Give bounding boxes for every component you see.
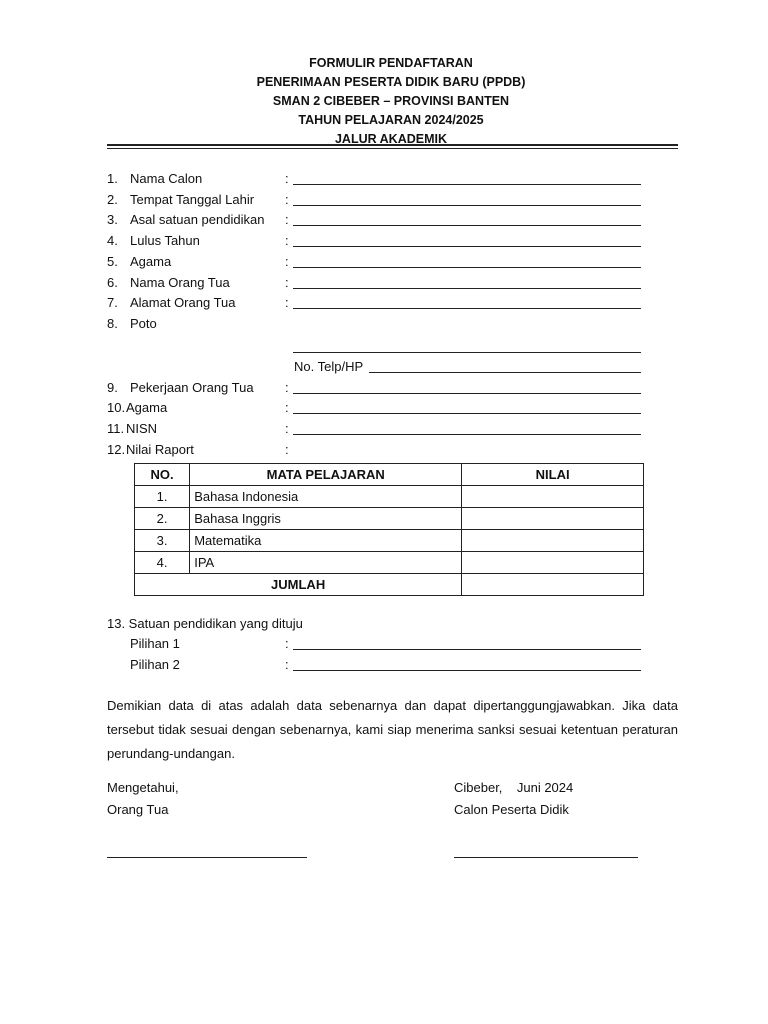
header-rule-thin xyxy=(107,148,678,149)
row-no: 1. xyxy=(135,486,190,508)
field-number: 5. xyxy=(107,254,118,269)
fill-line[interactable] xyxy=(293,398,641,414)
field-colon: : xyxy=(285,400,289,415)
fill-line[interactable] xyxy=(293,655,641,671)
field-colon: : xyxy=(285,233,289,248)
header-track: JALUR AKADEMIK xyxy=(334,132,448,146)
field-label: Nama Orang Tua xyxy=(130,275,230,290)
fill-line[interactable] xyxy=(293,210,641,226)
header-year: TAHUN PELAJARAN 2024/2025 xyxy=(298,113,484,127)
fill-line[interactable] xyxy=(293,419,641,435)
sign-left-line1: Mengetahui, xyxy=(107,780,179,795)
grades-table xyxy=(134,463,644,596)
field-number: 6. xyxy=(107,275,118,290)
form-header xyxy=(0,54,768,149)
row-value-cell[interactable] xyxy=(462,552,644,574)
section-13-title: 13. Satuan pendidikan yang dituju xyxy=(107,616,303,631)
sign-right-line1: Cibeber, Juni 2024 xyxy=(454,780,574,795)
field-number: 4. xyxy=(107,233,118,248)
row-subject: Bahasa Indonesia xyxy=(190,486,462,508)
sign-left-line2: Orang Tua xyxy=(107,802,169,817)
row-subject: Bahasa Inggris xyxy=(190,508,462,530)
sign-right-line2: Calon Peserta Didik xyxy=(454,802,569,817)
header-title: FORMULIR PENDAFTARAN xyxy=(309,56,473,70)
header-no: NO. xyxy=(135,464,190,486)
field-number: 11. xyxy=(107,421,125,436)
fill-line[interactable] xyxy=(293,252,641,268)
fill-line[interactable] xyxy=(293,337,641,353)
row-value-cell[interactable] xyxy=(462,508,644,530)
total-label: JUMLAH xyxy=(135,574,462,596)
field-number: 9. xyxy=(107,380,118,395)
table-total-row xyxy=(135,574,644,596)
row-subject: IPA xyxy=(190,552,462,574)
field-colon: : xyxy=(285,380,289,395)
field-colon: : xyxy=(285,442,289,457)
field-number: 8. xyxy=(107,316,118,331)
table-row xyxy=(135,486,644,508)
header-value: NILAI xyxy=(462,464,644,486)
table-header-row xyxy=(135,464,644,486)
field-colon: : xyxy=(285,212,289,227)
table-row xyxy=(135,552,644,574)
field-label: Poto xyxy=(130,316,157,331)
field-label: Alamat Orang Tua xyxy=(130,295,236,310)
field-label: Lulus Tahun xyxy=(130,233,200,248)
row-value-cell[interactable] xyxy=(462,486,644,508)
header-subtitle: PENERIMAAN PESERTA DIDIK BARU (PPDB) xyxy=(256,75,526,89)
row-no: 4. xyxy=(135,552,190,574)
row-no: 2. xyxy=(135,508,190,530)
header-subject: MATA PELAJARAN xyxy=(190,464,462,486)
field-colon: : xyxy=(285,192,289,207)
choice-2-label: Pilihan 2 xyxy=(130,657,180,672)
field-label: Nama Calon xyxy=(130,171,203,186)
fill-line[interactable] xyxy=(293,273,641,289)
row-no: 3. xyxy=(135,530,190,552)
header-rule-thick xyxy=(107,144,678,146)
fill-line[interactable] xyxy=(293,231,641,247)
field-label: Agama xyxy=(126,400,168,415)
fill-line[interactable] xyxy=(293,190,641,206)
total-value-cell[interactable] xyxy=(462,574,644,596)
fill-line[interactable] xyxy=(293,378,641,394)
field-label: Nilai Raport xyxy=(126,442,194,457)
field-colon: : xyxy=(285,421,289,436)
field-colon: : xyxy=(285,275,289,290)
field-label: Agama xyxy=(130,254,172,269)
field-label: Tempat Tanggal Lahir xyxy=(130,192,255,207)
fill-line[interactable] xyxy=(369,357,641,373)
field-number: 2. xyxy=(107,192,118,207)
field-colon: : xyxy=(285,295,289,310)
student-signature-line[interactable] xyxy=(454,856,638,858)
field-colon: : xyxy=(285,254,289,269)
fill-line[interactable] xyxy=(293,634,641,650)
field-number: 1. xyxy=(107,171,118,186)
table-row xyxy=(135,508,644,530)
telp-label: No. Telp/HP xyxy=(294,359,364,374)
field-number: 7. xyxy=(107,295,118,310)
choice-1-label: Pilihan 1 xyxy=(130,636,180,651)
field-label: Pekerjaan Orang Tua xyxy=(130,380,254,395)
header-school: SMAN 2 CIBEBER – PROVINSI BANTEN xyxy=(272,94,510,108)
field-colon: : xyxy=(285,636,289,651)
field-colon: : xyxy=(285,171,289,186)
parent-signature-line[interactable] xyxy=(107,856,307,858)
field-label: NISN xyxy=(126,421,158,436)
field-number: 3. xyxy=(107,212,118,227)
field-number: 10. xyxy=(107,400,126,415)
field-colon: : xyxy=(285,657,289,672)
row-value-cell[interactable] xyxy=(462,530,644,552)
fill-line[interactable] xyxy=(293,293,641,309)
field-number: 12. xyxy=(107,442,126,457)
statement-paragraph: Demikian data di atas adalah data sebenarnya dan dapat dipertanggungjawabkan. Jika data tersebut tidak sesuai dengan sebenarnya, kami siap menerima sanksi sesuai ketentuan peraturan perundang-undangan. xyxy=(107,698,678,761)
row-subject: Matematika xyxy=(190,530,462,552)
table-row xyxy=(135,530,644,552)
fill-line[interactable] xyxy=(293,169,641,185)
field-label: Asal satuan pendidikan xyxy=(130,212,265,227)
